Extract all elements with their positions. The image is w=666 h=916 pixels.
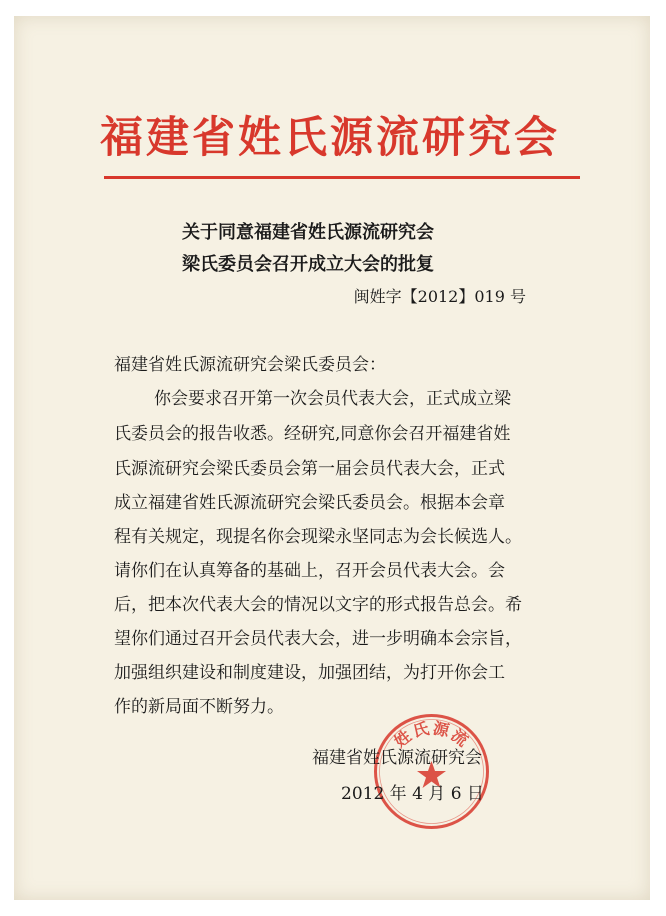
document-title-line-2: 梁氏委员会召开成立大会的批复 xyxy=(182,254,434,275)
letterhead-title: 福建省姓氏源流研究会 xyxy=(100,113,560,163)
body-line: 你会要求召开第一次会员代表大会，正式成立梁 xyxy=(154,389,511,409)
signature-date: 2012 年 4 月 6 日 xyxy=(341,784,484,804)
body-line: 后，把本次代表大会的情况以文字的形式报告总会。希 xyxy=(114,595,522,615)
body-line: 请你们在认真筹备的基础上，召开会员代表大会。会 xyxy=(114,561,505,581)
body-line: 加强组织建设和制度建设，加强团结，为打开你会工 xyxy=(114,663,505,683)
body-line: 望你们通过召开会员代表大会，进一步明确本会宗旨， xyxy=(114,629,522,649)
letterhead-divider xyxy=(104,176,580,179)
body-line: 作的新局面不断努力。 xyxy=(114,697,284,717)
body-line: 成立福建省姓氏源流研究会梁氏委员会。根据本会章 xyxy=(114,493,505,513)
document-page xyxy=(14,16,650,900)
body-line: 程有关规定，现提名你会现梁永坚同志为会长候选人。 xyxy=(114,527,522,547)
document-number: 闽姓字【2012】019 号 xyxy=(353,287,526,306)
body-line: 氏源流研究会梁氏委员会第一届会员代表大会，正式 xyxy=(114,459,505,479)
document-title-line-1: 关于同意福建省姓氏源流研究会 xyxy=(182,222,434,243)
salutation: 福建省姓氏源流研究会梁氏委员会： xyxy=(114,355,386,375)
body-line: 氏委员会的报告收悉。经研究,同意你会召开福建省姓 xyxy=(114,424,511,444)
official-seal-stamp xyxy=(369,709,494,834)
signature-organization: 福建省姓氏源流研究会 xyxy=(312,748,482,768)
seal-text: 姓氏源流 xyxy=(390,718,474,752)
